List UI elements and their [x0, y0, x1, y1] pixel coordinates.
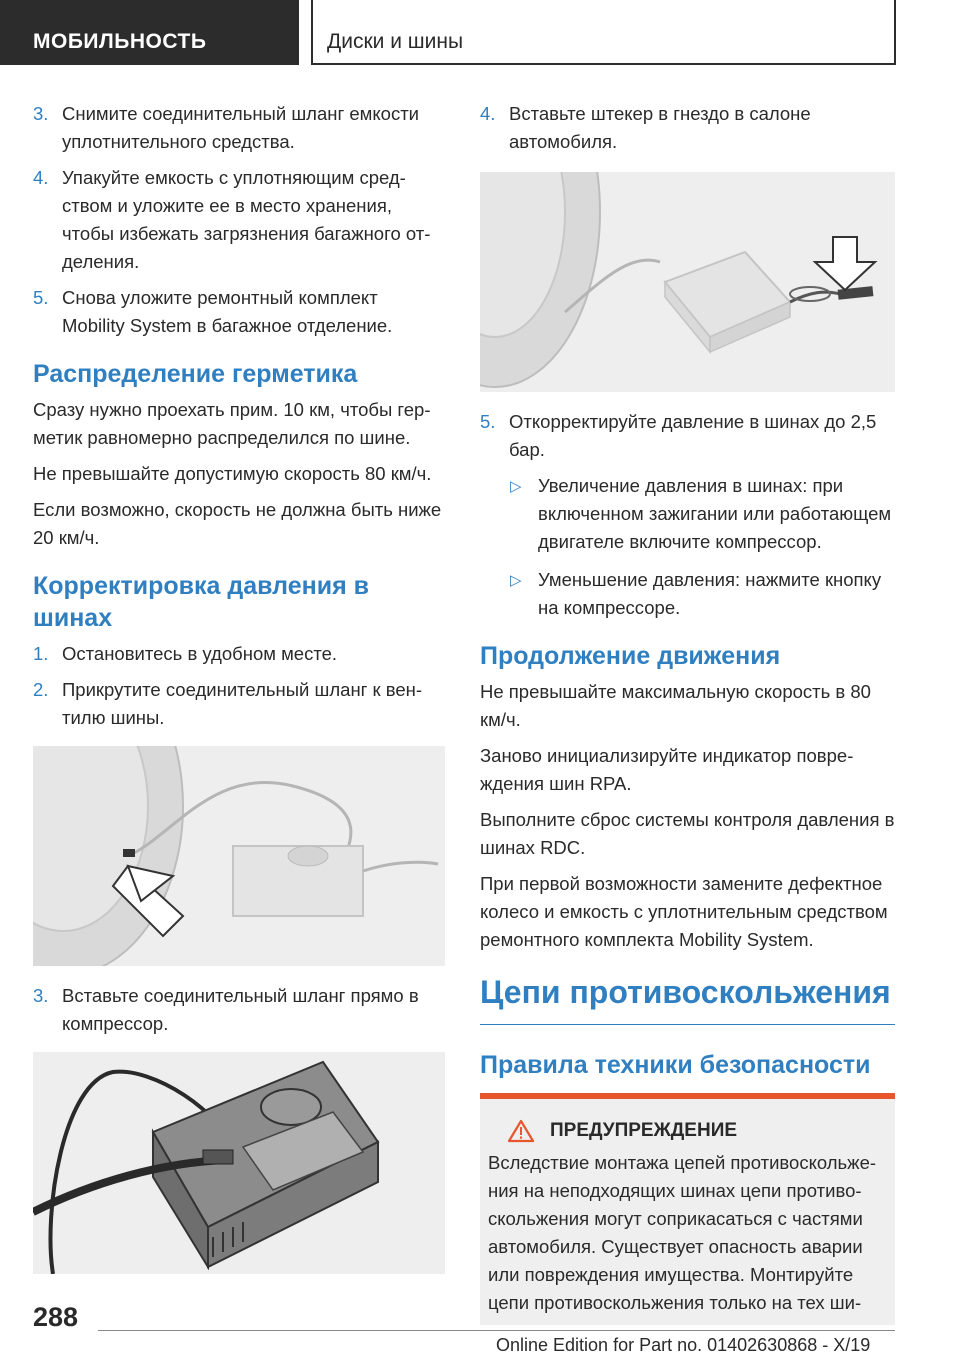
sub-item-text: Уменьшение давления: нажмите кнопку на компрессоре. [538, 569, 882, 618]
paragraph: Если возможно, скорость не должна быть ниже 20 км/ч. [33, 499, 442, 548]
step-text: Упакуйте емкость с уплотняющим средством и уложите ее в место хранения, чтобы избежать загрязнения багажного отделения. [62, 167, 431, 272]
chapter-title: Диски и шины [311, 0, 896, 65]
step-item [33, 100, 445, 156]
step-number: 1. [33, 643, 49, 664]
warning-text: Вследствие монтажа цепей противоскольжения на неподходящих шинах цепи противоскольжения могут соприкасаться с частями автомобиля. Существует опасность аварии или повреждения имущества. Монтируйте цепи противоскольжения только на тех ши- [488, 1152, 877, 1313]
step-number: 4. [33, 167, 49, 188]
step-text: Вставьте штекер в гнездо в салоне автомобиля. [509, 103, 811, 152]
heading-continue-driving: Продолжение движения [480, 642, 781, 670]
step-number: 2. [33, 679, 49, 700]
paragraph: Выполните сброс системы контроля давления в шинах RDC. [480, 809, 895, 858]
warning-triangle-icon [508, 1119, 534, 1143]
heading-safety-rules: Правила техники безопасности [480, 1051, 871, 1079]
page-number: 288 [33, 1302, 79, 1332]
step-number: 3. [33, 103, 49, 124]
figure-plug-socket [480, 172, 895, 392]
paragraph: Сразу нужно проехать прим. 10 км, чтобы герметик равномерно распределился по шине. [33, 399, 431, 448]
step-item [33, 284, 445, 340]
heading-pressure-correction: Корректировка давления в шинах [33, 572, 370, 632]
step-number: 4. [480, 103, 496, 124]
footer-edition: Online Edition for Part no. 01402630868 - X/19 [496, 1335, 871, 1355]
step-text: Откорректируйте давление в шинах до 2,5 бар. [509, 411, 877, 460]
step-item [33, 164, 445, 276]
step-text: Прикрутите соединительный шланг к вентилю шины. [62, 679, 423, 728]
paragraph: Не превышайте допустимую скорость 80 км/ч. [33, 463, 432, 484]
footer-divider [98, 1330, 895, 1331]
step-item [33, 640, 445, 668]
left-column [33, 100, 445, 1290]
compressor-illustration [33, 1052, 445, 1274]
step-item [480, 408, 895, 464]
sub-item [480, 566, 895, 622]
sub-item-text: Увеличение давления в шинах: при включенном зажигании или работающем двигателе включите компрессор. [538, 475, 892, 552]
right-column [480, 100, 895, 1325]
step-number: 3. [33, 985, 49, 1006]
step-text: Вставьте соединительный шланг прямо в компрессор. [62, 985, 419, 1034]
socket-plug-illustration [480, 172, 895, 392]
heading-sealant-distribution: Распределение герметика [33, 360, 358, 388]
tire-valve-illustration [33, 746, 445, 966]
step-number: 5. [480, 411, 496, 432]
step-text: Снимите соединительный шланг емкости уплотнительного средства. [62, 103, 420, 152]
step-text: Снова уложите ремонтный комплект Mobility System в багажное отделение. [62, 287, 393, 336]
warning-box [480, 1093, 895, 1325]
step-item [33, 982, 445, 1038]
triangle-bullet-icon: ▷ [510, 572, 522, 589]
paragraph: Не превышайте максимальную скорость в 80 км/ч. [480, 681, 871, 730]
figure-hose-to-valve [33, 746, 445, 966]
section-tab: МОБИЛЬНОСТЬ [0, 0, 299, 65]
triangle-bullet-icon: ▷ [510, 478, 522, 495]
step-text: Остановитесь в удобном месте. [62, 643, 338, 664]
warning-header [488, 1119, 885, 1143]
step-number: 5. [33, 287, 49, 308]
paragraph: Заново инициализируйте индикатор повреждения шин RPA. [480, 745, 854, 794]
warning-title: ПРЕДУПРЕЖДЕНИЕ [550, 1120, 738, 1141]
sub-item [480, 472, 895, 556]
paragraph: При первой возможности замените дефектное колесо и емкость с уплотнительным средством ремонтного комплекта Mobility System. [480, 873, 888, 950]
step-item [33, 676, 445, 732]
step-item [480, 100, 895, 156]
heading-snow-chains: Цепи противоскольжения [480, 972, 895, 1025]
figure-compressor [33, 1052, 445, 1274]
